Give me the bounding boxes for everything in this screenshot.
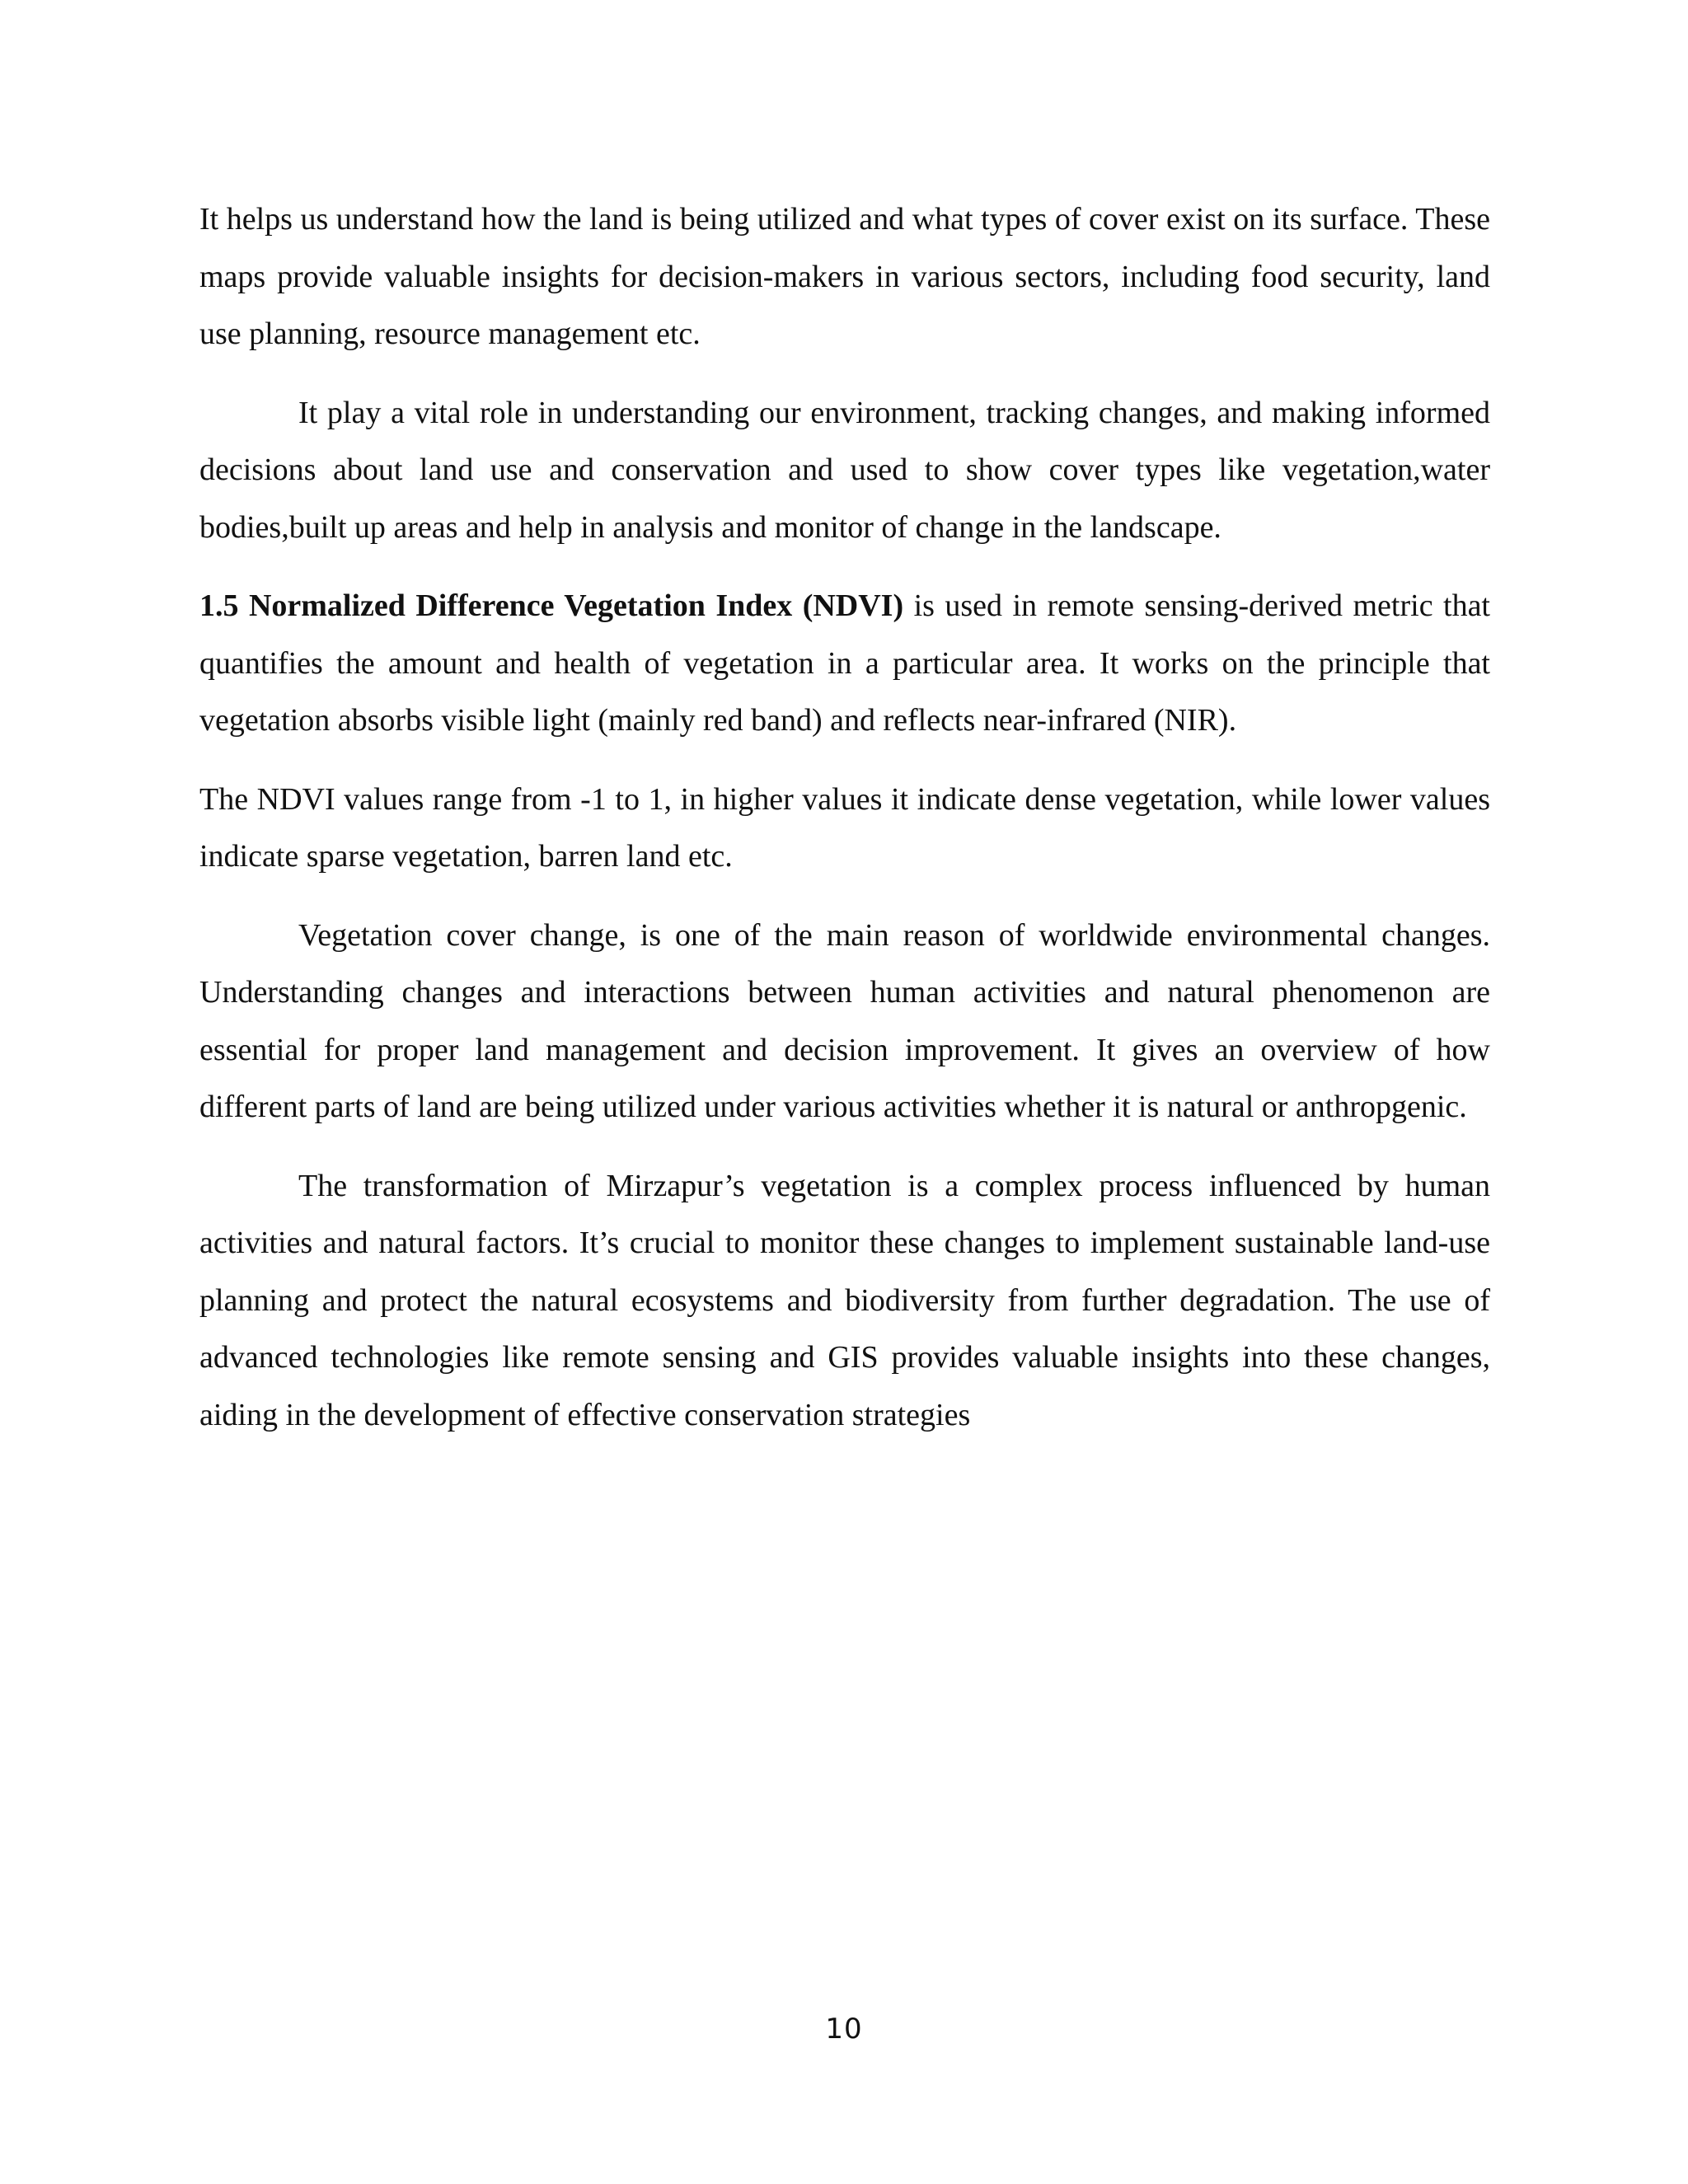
body-text [199, 191, 1490, 1465]
paragraph-ndvi-range: The NDVI values range from -1 to 1, in higher values it indicate dense vegetation, while lower values indicate sparse vegetation, barren land etc. [199, 781, 1490, 874]
paragraph-land-cover-role: It play a vital role in understanding our environment, tracking changes, and making informed decisions about land use and conservation and used to show cover types like vegetation,water bodies,built up areas and help in analysis and monitor of change in the landscape. [199, 395, 1490, 545]
paragraph-land-cover-intro: It helps us understand how the land is being utilized and what types of cover exist on its surface. These maps provide valuable insights for decision-makers in various sectors, including food security, land use planning, resource management etc. [199, 202, 1490, 351]
paragraph-mirzapur-transformation: The transformation of Mirzapur’s vegetation is a complex process influenced by human activities and natural factors. It’s crucial to monitor these changes to implement sustainable land-use planning and protect the natural ecosystems and biodiversity from further degradation. The use of advanced technologies like remote sensing and GIS provides valuable insights into these changes, aiding in the development of effective conservation strategies [199, 1168, 1490, 1432]
paragraph-ndvi-definition [199, 578, 1490, 750]
paragraph-vegetation-change: Vegetation cover change, is one of the main reason of worldwide environmental changes. Understanding changes and interactions between human activities and natural phenomenon are essential for proper land management and decision improvement. It gives an overview of how different parts of land are being utilized under various activities whether it is natural or anthropgenic. [199, 917, 1490, 1124]
ndvi-definition-text: is used in remote sensing-derived metric that quantifies the amount and health of vegetation in a particular area. It works on the principle that vegetation absorbs visible light (mainly red band) and reflects near-infrared (NIR). [199, 588, 1490, 738]
page-number: 10 [825, 2013, 863, 2046]
section-heading-ndvi: 1.5 Normalized Difference Vegetation Index (NDVI) [199, 588, 904, 623]
